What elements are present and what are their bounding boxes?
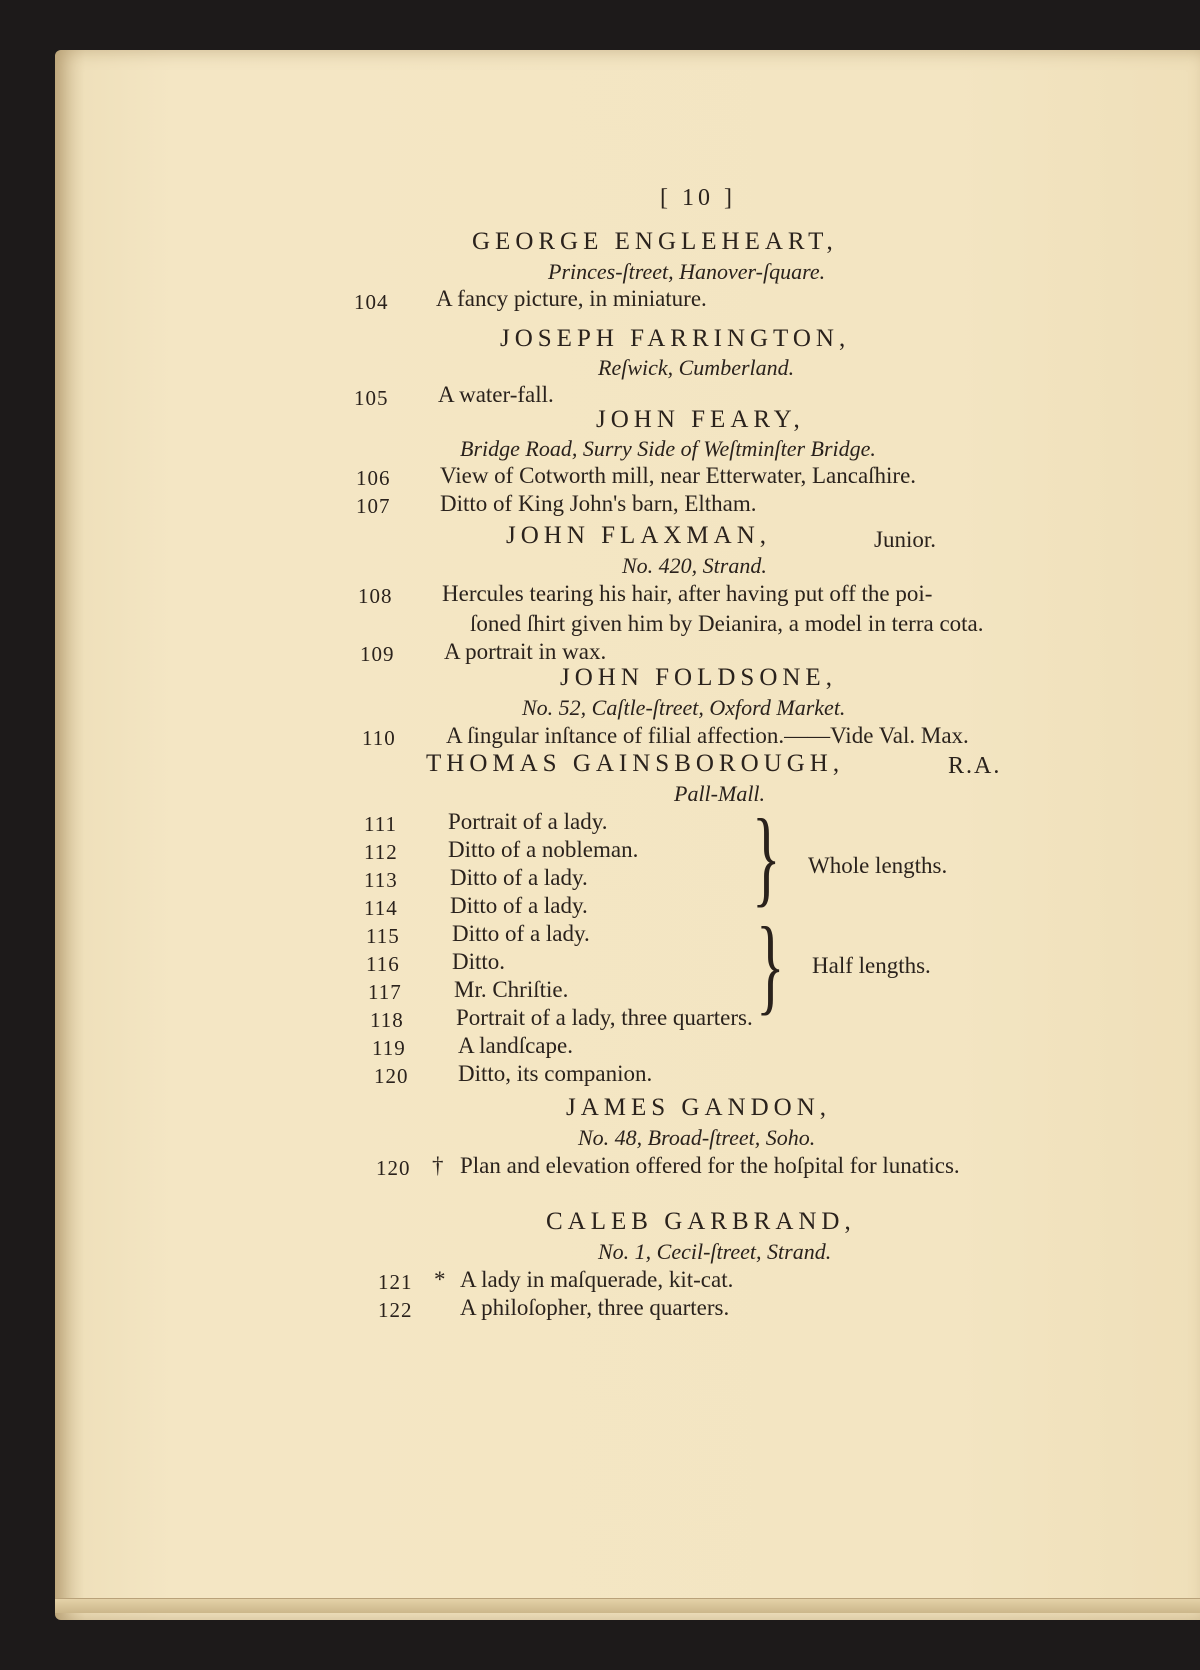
artist-address: Reſwick, Cumberland. bbox=[598, 355, 795, 380]
catalogue-number: 104 bbox=[354, 290, 389, 314]
work-title: A landſcape. bbox=[458, 1033, 573, 1058]
work-title: Ditto. bbox=[452, 949, 506, 974]
artist-name: JOHN FOLDSONE, bbox=[560, 664, 837, 691]
catalogue-number: 120 bbox=[376, 1156, 411, 1180]
work-title: Hercules tearing his hair, after having put off the poi- bbox=[442, 581, 933, 606]
catalogue-number: 114 bbox=[364, 896, 398, 920]
page-edge bbox=[55, 1598, 1200, 1613]
catalogue-number: 113 bbox=[364, 868, 398, 892]
artist-name: JAMES GANDON, bbox=[566, 1094, 832, 1121]
catalogue-number: 121 bbox=[378, 1270, 413, 1294]
group-brace: } bbox=[756, 906, 785, 1025]
artist-name: THOMAS GAINSBOROUGH, bbox=[426, 750, 845, 777]
group-label: Half lengths. bbox=[812, 953, 931, 978]
work-title: Ditto of a lady. bbox=[450, 865, 588, 890]
catalogue-number: 115 bbox=[366, 924, 400, 948]
catalogue-number: 109 bbox=[360, 642, 395, 666]
artist-name: CALEB GARBRAND, bbox=[546, 1208, 856, 1235]
artist-address: Bridge Road, Surry Side of Weſtminſter Bridge. bbox=[460, 436, 876, 461]
catalogue-number: 108 bbox=[358, 584, 393, 608]
work-title: A ſingular inſtance of filial affection.——Vide Val. Max. bbox=[446, 723, 969, 748]
work-title: A philoſopher, three quarters. bbox=[460, 1295, 730, 1320]
artist-address: No. 420, Strand. bbox=[622, 553, 767, 578]
work-title: Plan and elevation offered for the hoſpital for lunatics. bbox=[460, 1153, 960, 1178]
artist-address: No. 48, Broad-ſtreet, Soho. bbox=[578, 1125, 816, 1150]
catalogue-number: 105 bbox=[354, 386, 389, 410]
artist-address: Pall-Mall. bbox=[674, 781, 766, 806]
work-title: Portrait of a lady. bbox=[448, 809, 608, 834]
work-title-continued: ſoned ſhirt given him by Deianira, a model in terra cota. bbox=[470, 611, 984, 636]
catalogue-number: 107 bbox=[356, 494, 391, 518]
work-title: Ditto, its companion. bbox=[458, 1061, 653, 1086]
catalogue-number: 120 bbox=[374, 1064, 409, 1088]
artist-name: JOHN FEARY, bbox=[596, 406, 805, 433]
catalogue-number: 106 bbox=[356, 466, 391, 490]
artist-address: No. 52, Caſtle-ſtreet, Oxford Market. bbox=[522, 695, 846, 720]
work-mark: * bbox=[434, 1267, 446, 1292]
work-mark: † bbox=[432, 1153, 444, 1178]
catalogue-number: 111 bbox=[364, 812, 397, 836]
artist-address: No. 1, Cecil-ſtreet, Strand. bbox=[598, 1239, 832, 1264]
work-title: View of Cotworth mill, near Etterwater, Lancaſhire. bbox=[440, 463, 917, 488]
work-title: Ditto of a nobleman. bbox=[448, 837, 639, 862]
work-title: Ditto of a lady. bbox=[450, 893, 588, 918]
group-brace: } bbox=[752, 798, 781, 917]
artist-name: JOSEPH FARRINGTON, bbox=[500, 325, 851, 352]
catalogue-number: 110 bbox=[362, 726, 396, 750]
catalogue-number: 116 bbox=[366, 952, 400, 976]
catalogue-number: 112 bbox=[364, 840, 398, 864]
catalogue-number: 122 bbox=[378, 1298, 413, 1322]
artist-suffix: Junior. bbox=[874, 527, 936, 552]
catalogue-number: 117 bbox=[368, 980, 402, 1004]
work-title: Ditto of a lady. bbox=[452, 921, 590, 946]
work-title: A lady in maſquerade, kit-cat. bbox=[460, 1267, 734, 1292]
work-title: Ditto of King John's barn, Eltham. bbox=[440, 491, 757, 516]
group-label: Whole lengths. bbox=[808, 853, 948, 878]
artist-name: GEORGE ENGLEHEART, bbox=[472, 228, 838, 255]
work-title: Portrait of a lady, three quarters. bbox=[456, 1005, 753, 1030]
catalogue-number: 118 bbox=[370, 1008, 404, 1032]
work-title: A water-fall. bbox=[438, 382, 554, 407]
work-title: A fancy picture, in miniature. bbox=[436, 286, 707, 311]
work-title: Mr. Chriſtie. bbox=[454, 977, 569, 1002]
catalogue-number: 119 bbox=[372, 1036, 406, 1060]
work-title: A portrait in wax. bbox=[444, 639, 607, 664]
artist-suffix: R.A. bbox=[948, 753, 1002, 779]
artist-name: JOHN FLAXMAN, bbox=[506, 522, 772, 549]
artist-address: Princes-ſtreet, Hanover-ſquare. bbox=[548, 259, 826, 284]
page-number: [ 10 ] bbox=[660, 185, 736, 211]
